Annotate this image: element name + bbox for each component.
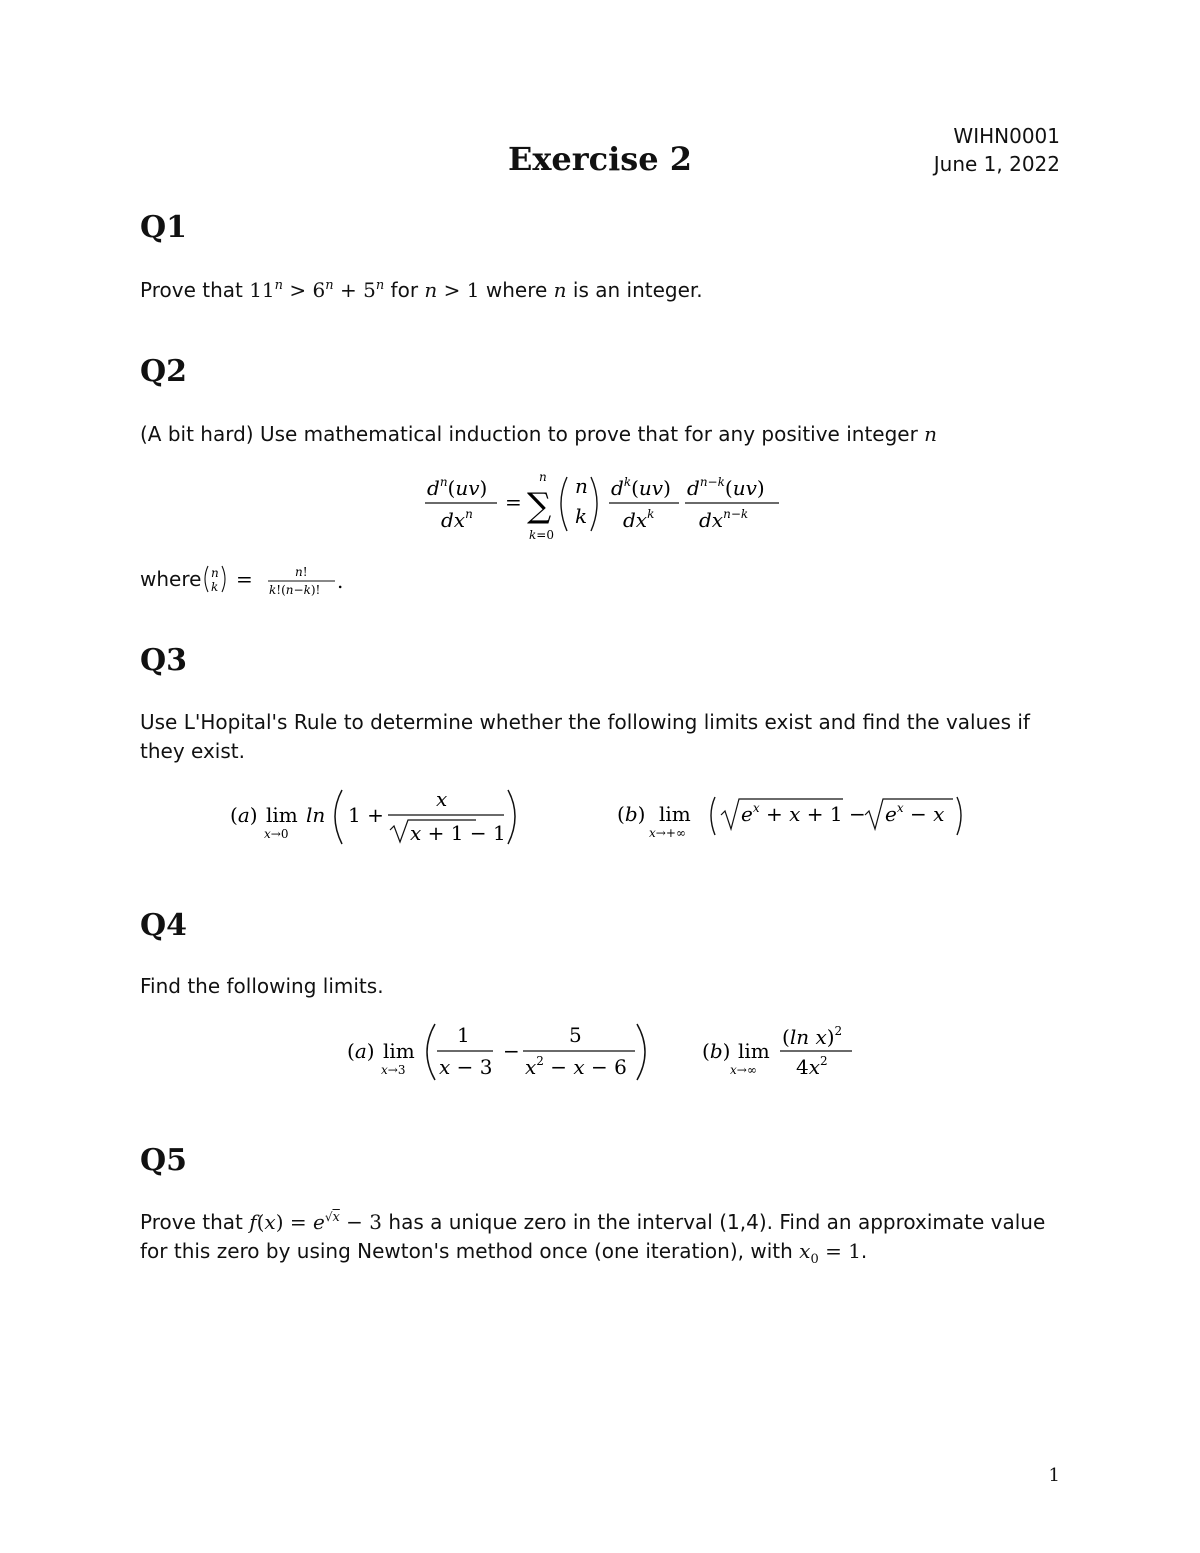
question-text-q5 — [140, 1208, 1065, 1266]
q5-line2-prefix: for this zero by using Newton's method once (one iteration), with — [140, 1239, 800, 1263]
page-number: 1 — [1048, 1465, 1060, 1486]
course-code: WIHN0001 — [953, 124, 1060, 148]
question-heading-q4: Q4 — [140, 908, 188, 943]
question-heading-q2: Q2 — [140, 354, 188, 389]
svg-text:(a): (a) — [230, 803, 258, 827]
svg-text:x→3: x→3 — [381, 1063, 406, 1077]
svg-text:k!(n−k)!: k!(n−k)! — [269, 583, 321, 597]
question-text-q2 — [140, 420, 1065, 449]
svg-text:x→∞: x→∞ — [730, 1063, 757, 1077]
question-heading-q5: Q5 — [140, 1143, 188, 1178]
svg-text:dn−k(uv): $d^{n-k}(uv)$ — [687, 475, 765, 500]
svg-text:n!: n! — [295, 565, 308, 579]
question-text-q1 — [140, 276, 1065, 305]
document-date: June 1, 2022 — [933, 152, 1060, 176]
page-title: Exercise 2 — [507, 140, 693, 178]
svg-text:1: 1 — [457, 1023, 470, 1047]
svg-text:dxk: $dx^k$ — [623, 507, 655, 532]
question-text-q4: Find the following limits. — [140, 974, 384, 998]
svg-text:n: n — [575, 474, 588, 498]
svg-text:x: x — [436, 787, 448, 811]
q3-limit-b — [615, 785, 975, 845]
svg-text:5: 5 — [569, 1023, 582, 1047]
svg-text:(ln x)2: (ln x)$^2$ — [782, 1024, 843, 1049]
svg-text:=: = — [236, 567, 253, 591]
svg-text:dk(uv): $d^k(uv)$ — [611, 475, 671, 500]
q5-initial-value: $x_0 = 1$ — [799, 1239, 861, 1267]
svg-text:ln: ln — [306, 803, 326, 827]
svg-text:=: = — [505, 490, 522, 514]
svg-text:x2 − x − 6: $x^2 - x - 6$ — [525, 1054, 627, 1079]
svg-text:ex − x: $e^x - x$ — [885, 801, 945, 826]
svg-text:n: n — [211, 566, 219, 580]
q2-intro: (A bit hard) Use mathematical induction to prove that for any positive integer n — [140, 422, 938, 446]
svg-text:(b): (b) — [617, 802, 646, 826]
svg-text:∑: ∑ — [527, 486, 552, 526]
q1-text-prefix: Prove that — [140, 278, 250, 302]
q1-text-suffix: where n is an integer. — [479, 278, 703, 302]
svg-text:(a): (a) — [347, 1039, 375, 1063]
q1-condition: n > 1 — [424, 278, 480, 302]
question-heading-q3: Q3 — [140, 643, 188, 678]
q1-text-mid: for — [384, 278, 425, 302]
svg-text:(b): (b) — [702, 1039, 731, 1063]
svg-text:−: − — [503, 1039, 520, 1063]
q4-limit-b — [700, 1018, 860, 1088]
leibniz-rule-formula — [415, 465, 795, 545]
svg-text:lim: lim — [383, 1039, 415, 1063]
svg-text:k: k — [211, 580, 219, 594]
svg-text:ex + x + 1 −: $e^x + x + 1$ − — [741, 801, 866, 826]
svg-text:k: k — [575, 504, 588, 528]
svg-text:x→0: x→0 — [264, 827, 289, 841]
q5-line1-suffix: has a unique zero in the interval (1,4). Find an approximate value — [382, 1210, 1046, 1234]
svg-text:dxn−k: $dx^{n-k}$ — [699, 507, 749, 532]
svg-text:x→+∞: x→+∞ — [649, 826, 686, 840]
q5-function: $f(x) = e^{√x} - 3$ — [249, 1210, 383, 1234]
question-text-q3: Use L'Hopital's Rule to determine whether the following limits exist and find the values if they exist. — [140, 710, 1030, 763]
svg-text:dn(uv): $d^n(uv)$ — [427, 475, 488, 500]
question-heading-q1: Q1 — [140, 210, 188, 245]
svg-text:x − 3: x − 3 — [439, 1055, 493, 1079]
svg-text:dxn: $dx^n$ — [441, 507, 473, 532]
svg-text:lim: lim — [659, 802, 691, 826]
svg-text:.: . — [337, 569, 344, 593]
q5-period: . — [860, 1239, 868, 1263]
q2-where-label: where — [140, 567, 202, 591]
q4-limit-a — [345, 1018, 655, 1088]
q3-limit-a — [228, 782, 528, 852]
svg-text:1 +: 1 + — [348, 803, 384, 827]
svg-text:lim: lim — [738, 1039, 770, 1063]
svg-text:lim: lim — [266, 803, 298, 827]
svg-text:4x2: $4x^2$ — [796, 1054, 828, 1079]
q1-inequality: $11^n > 6^n + 5^n$ — [249, 278, 385, 302]
svg-text:x + 1 − 1: x + 1 − 1 — [410, 821, 506, 845]
svg-text:n: n — [539, 470, 547, 484]
q5-line1-prefix: Prove that — [140, 1210, 250, 1234]
svg-text:k=0: k=0 — [529, 528, 554, 542]
binomial-definition — [200, 562, 370, 602]
